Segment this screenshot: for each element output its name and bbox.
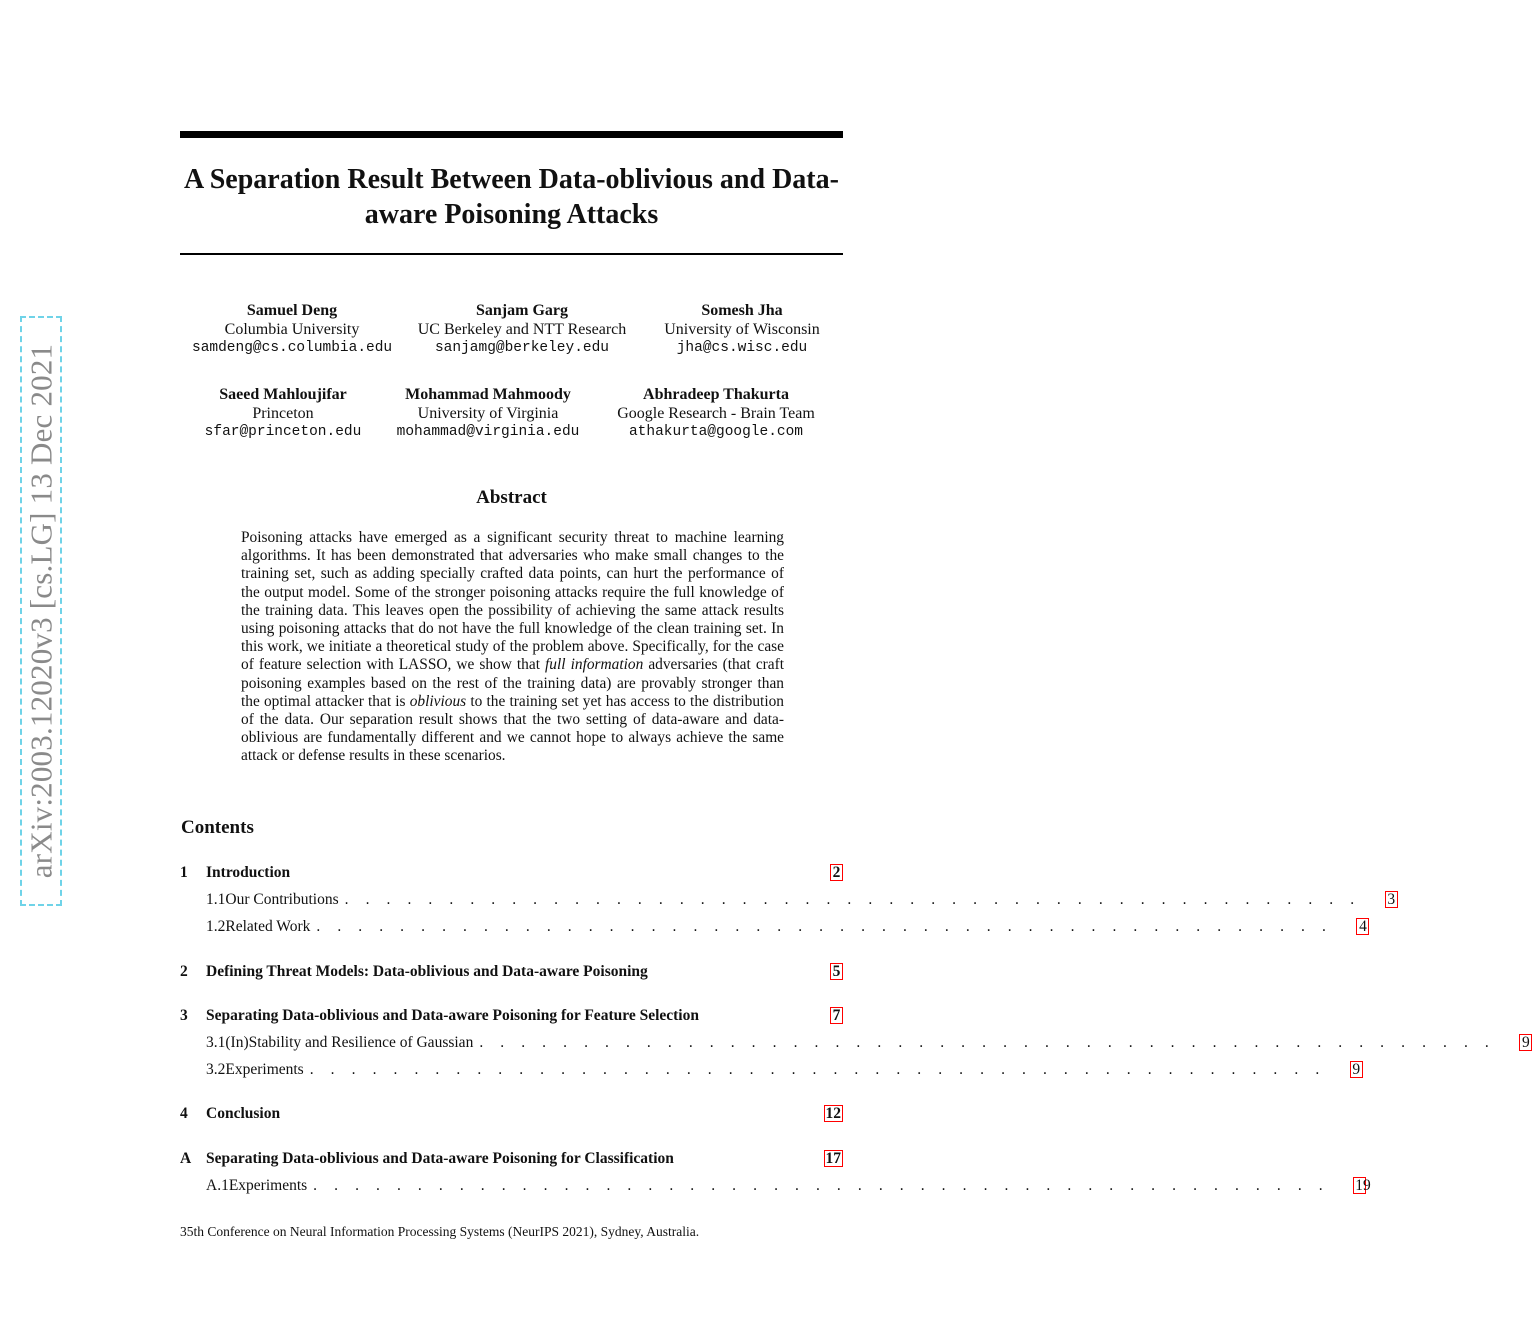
toc-entry-introduction[interactable] (180, 864, 843, 884)
author-email[interactable]: athakurta@google.com (628, 424, 804, 440)
toc-title: Experiments (225, 1061, 304, 1078)
toc-entry-appendix-experiments[interactable] (180, 1177, 1371, 1197)
abstract-part-2: adversaries (that craft poisoning examples based on the rest of the training data) are provably stronger than the optimal attacker that is (241, 656, 785, 710)
author-block (407, 301, 637, 358)
author-email[interactable]: mohammad@virginia.edu (396, 424, 580, 440)
toc-entry-our-contributions[interactable] (180, 891, 1396, 911)
abstract-emphasis-full-information: full information (545, 656, 644, 674)
author-block (193, 385, 373, 442)
abstract-text (241, 529, 784, 766)
title-rule-top (180, 131, 843, 138)
author-email[interactable]: samdeng@cs.columbia.edu (192, 340, 393, 356)
toc-title: (In)Stability and Resilience of Gaussian (225, 1034, 474, 1051)
toc-entry-related-work[interactable] (180, 918, 1367, 938)
toc-leader-dots: . . . . . . . . . . . . . . . . . . . . . . . . . . . . . . . . . . . . . . . . . . . . . . . . . (479, 1034, 1496, 1051)
toc-page-link[interactable]: 12 (825, 1105, 841, 1122)
author-affiliation: Princeton (252, 405, 314, 422)
toc-entry-experiments[interactable] (180, 1061, 1361, 1081)
conference-footer: 35th Conference on Neural Information Processing Systems (NeurIPS 2021), Sydney, Australia. (180, 1224, 700, 1239)
toc-entry-conclusion[interactable] (180, 1105, 843, 1125)
author-name: Abhradeep Thakurta (643, 386, 789, 403)
author-name: Somesh Jha (701, 302, 783, 319)
author-affiliation: University of Wisconsin (664, 321, 820, 338)
toc-number: 3.2 (206, 1061, 226, 1078)
author-email[interactable]: sfar@princeton.edu (204, 424, 362, 440)
author-affiliation: UC Berkeley and NTT Research (417, 321, 627, 338)
toc-number: 3.1 (206, 1034, 226, 1051)
author-name: Sanjam Garg (476, 302, 568, 319)
toc-entry-threat-models[interactable] (180, 963, 843, 983)
toc-page-link[interactable]: 17 (825, 1150, 841, 1167)
toc-title: Experiments (228, 1177, 308, 1194)
author-affiliation: University of Virginia (417, 405, 559, 422)
toc-number: A (180, 1150, 192, 1167)
author-email[interactable]: jha@cs.wisc.edu (676, 340, 808, 356)
toc-title: Defining Threat Models: Data-oblivious and Data-aware Poisoning (206, 963, 648, 980)
author-affiliation: Columbia University (224, 321, 360, 338)
toc-title: Introduction (206, 864, 291, 881)
author-email[interactable]: sanjamg@berkeley.edu (434, 340, 610, 356)
toc-page-link[interactable]: 7 (830, 1007, 843, 1024)
toc-entry-instability-gaussian[interactable] (180, 1034, 1530, 1054)
author-block (652, 301, 832, 358)
toc-page-link[interactable]: 2 (830, 864, 843, 881)
toc-number: 4 (180, 1105, 188, 1122)
toc-page-link[interactable]: 5 (830, 963, 843, 980)
title-rule-bottom (180, 253, 843, 255)
author-block (192, 301, 392, 358)
toc-entry-classification[interactable] (180, 1150, 843, 1170)
author-name: Mohammad Mahmoody (405, 386, 571, 403)
author-block (606, 385, 826, 442)
toc-leader-dots: . . . . . . . . . . . . . . . . . . . . . . . . . . . . . . . . . . . . . . . . . . . . . . . . . (344, 891, 1361, 908)
contents-heading: Contents (181, 817, 254, 838)
toc-page-link[interactable]: 9 (1350, 1061, 1363, 1078)
toc-leader-dots: . . . . . . . . . . . . . . . . . . . . . . . . . . . . . . . . . . . . . . . . . . . . . . . . . (313, 1177, 1330, 1194)
toc-page-link[interactable]: 3 (1385, 891, 1398, 908)
toc-number: 2 (180, 963, 188, 980)
toc-page-link[interactable]: 9 (1519, 1034, 1532, 1051)
abstract-part-3: to the training set yet has access to the distribution of the data. Our separation result shows that the two setting of data-aware and data-oblivious are fundamentally different and we cannot hope to always achieve the same attack or defense results in these scenarios. (241, 692, 784, 765)
abstract-emphasis-oblivious: oblivious (409, 692, 467, 710)
toc-title: Separating Data-oblivious and Data-aware Poisoning for Feature Selection (206, 1007, 699, 1024)
toc-entry-feature-selection[interactable] (180, 1007, 843, 1027)
toc-page-link[interactable]: 19 (1355, 1177, 1371, 1194)
arxiv-stamp[interactable] (20, 316, 62, 906)
arxiv-stamp-text: arXiv:2003.12020v3 [cs.LG] 13 Dec 2021 (23, 343, 58, 879)
toc-number: 3 (180, 1007, 188, 1024)
toc-leader-dots: . . . . . . . . . . . . . . . . . . . . . . . . . . . . . . . . . . . . . . . . . . . . . . . . . (309, 1061, 1326, 1078)
author-name: Saeed Mahloujifar (219, 386, 347, 403)
toc-number: 1.2 (206, 918, 226, 935)
paper-title: A Separation Result Between Data-oblivious and Data-aware Poisoning Attacks (184, 164, 839, 230)
toc-number: A.1 (206, 1177, 229, 1194)
toc-number: 1 (180, 864, 188, 881)
author-affiliation: Google Research - Brain Team (617, 405, 815, 422)
abstract-part-1: Poisoning attacks have emerged as a significant security threat to machine learning algorithms. It has been demonstrated that adversaries who make small changes to the training set, such as adding specially crafted data points, can hurt the performance of the output model. Some of the stronger poisoning attacks require the full knowledge of the training data. This leaves open the possibility of achieving the same attack results using poisoning attacks that do not have the full knowledge of the clean training set. In this work, we initiate a theoretical study of the problem above. Specifically, for the case of feature selection with LASSO, we show that (241, 529, 784, 674)
toc-title: Conclusion (206, 1105, 281, 1122)
author-name: Samuel Deng (246, 302, 338, 319)
toc-number: 1.1 (206, 891, 226, 908)
toc-title: Related Work (225, 918, 311, 935)
toc-page-link[interactable]: 4 (1356, 918, 1369, 935)
toc-leader-dots: . . . . . . . . . . . . . . . . . . . . . . . . . . . . . . . . . . . . . . . . . . . . . . . . . (316, 918, 1333, 935)
toc-title: Our Contributions (225, 891, 339, 908)
abstract-heading: Abstract (476, 487, 547, 508)
toc-title: Separating Data-oblivious and Data-aware Poisoning for Classification (206, 1150, 674, 1167)
author-block (383, 385, 593, 442)
